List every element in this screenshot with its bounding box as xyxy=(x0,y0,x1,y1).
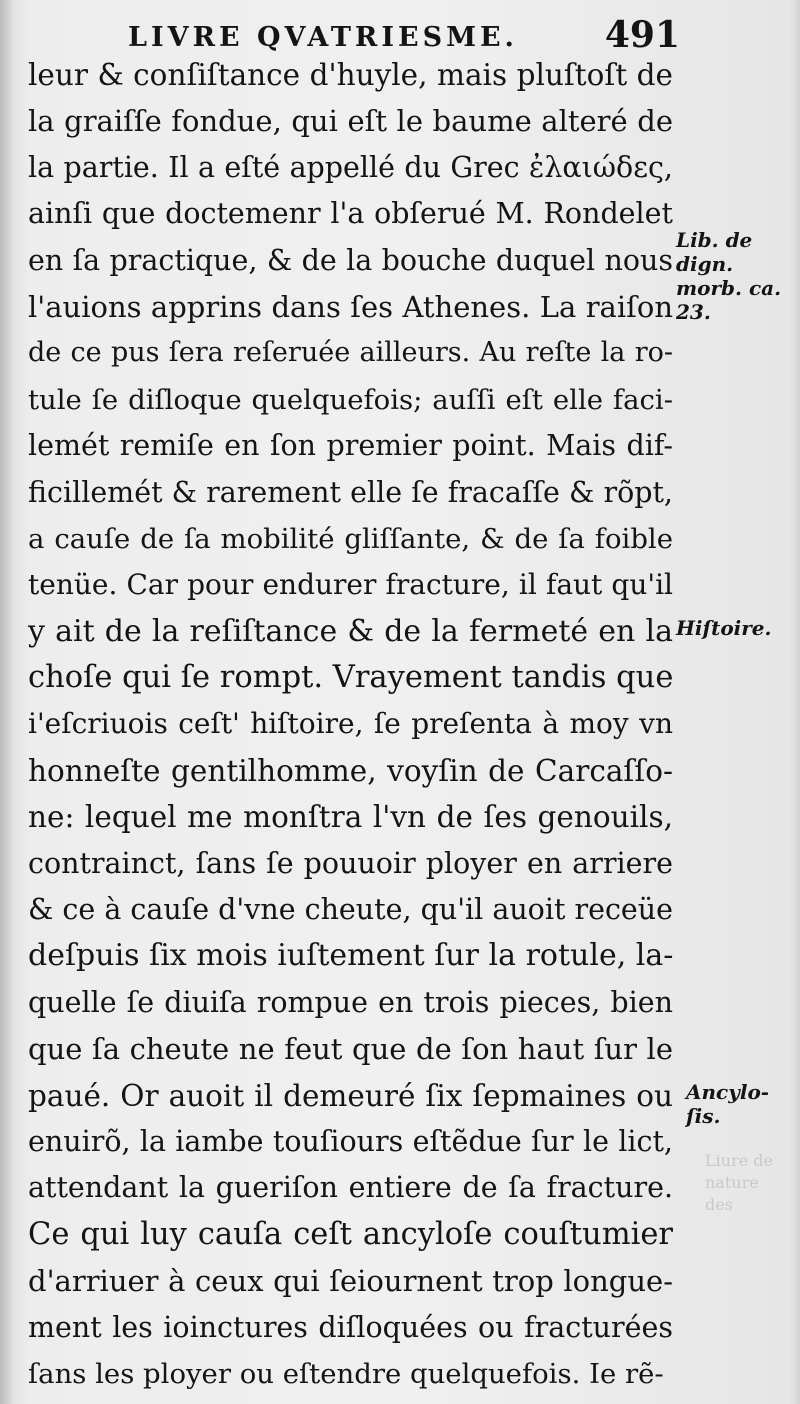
text-line: & ce à cauſe d'vne cheute, qu'il auoit receüe xyxy=(28,893,673,927)
margin-note-histoire: Hiſtoire. xyxy=(676,616,772,640)
text-line: honneſte gentilhomme, voyſin de Carcaſſo- xyxy=(28,753,673,788)
text-line: la graiſſe fondue, qui eſt le baume alteré de xyxy=(28,104,673,139)
text-line: ſans les ployer ou eſtendre quelquefois. Ie rẽ- xyxy=(28,1357,664,1390)
text-line: leur & conſiſtance d'huyle, mais pluſtoſt de xyxy=(28,58,673,92)
text-line: ficillemét & rarement elle ſe fracaſſe & rõpt, xyxy=(28,475,673,509)
bleed-through-text: Liure de nature des xyxy=(705,1151,773,1214)
text-line: que ſa cheute ne feut que de ſon haut ſur le xyxy=(28,1032,673,1067)
text-line: en ſa practique, & de la bouche duquel nous xyxy=(28,243,673,277)
text-line: contrainct, ſans ſe pouuoir ployer en arriere xyxy=(28,846,673,880)
text-line: paué. Or auoit il demeuré ſix ſepmaines ou xyxy=(28,1078,673,1113)
text-line: d'arriuer à ceux qui ſeiournent trop longue- xyxy=(28,1264,673,1299)
text-line: l'auions apprins dans ſes Athenes. La raiſon xyxy=(28,289,673,324)
text-line: i'eſcriuois ceſt' hiſtoire, ſe preſenta à moy vn xyxy=(28,707,673,741)
body-text xyxy=(28,52,673,1397)
text-line: attendant la gueriſon entiere de ſa fracture. xyxy=(28,1171,673,1205)
page-number: 491 xyxy=(604,14,680,56)
text-line: Ce qui luy cauſa ceſt ancyloſe couſtumier xyxy=(28,1216,673,1252)
text-line: y ait de la reſiſtance & de la fermeté en la xyxy=(28,613,673,649)
text-line: tule ſe diſloque quelquefois; auſſi eſt elle faci- xyxy=(28,383,673,416)
text-line: tenüe. Car pour endurer fracture, il faut qu'il xyxy=(28,568,673,602)
text-line: quelle ſe diuiſa rompue en trois pieces, bien xyxy=(28,985,673,1019)
text-line: deſpuis ſix mois iuſtement ſur la rotule, la- xyxy=(28,938,674,974)
margin-note-ancylosis: Ancylo- ſis. xyxy=(686,1080,770,1128)
running-title: LIVRE QVATRIESME. xyxy=(128,22,518,53)
page-header xyxy=(120,14,680,54)
text-line: enuirõ, la iambe touſiours eſtẽdue ſur le lict, xyxy=(28,1124,673,1158)
text-line: ment les ioinctures diſloquées ou fracturées xyxy=(28,1310,673,1344)
text-line: lemét remiſe en ſon premier point. Mais dif- xyxy=(28,429,673,463)
page-gutter-shadow xyxy=(0,0,14,1404)
text-line: ainſi que doctemenr l'a obſerué M. Rondelet xyxy=(28,197,673,231)
text-line: choſe qui ſe rompt. Vrayement tandis que xyxy=(28,660,674,696)
text-line: a cauſe de ſa mobilité gliſſante, & de ſa foible xyxy=(28,522,673,555)
text-line: ne: lequel me monſtra l'vn de ſes genouils, xyxy=(28,800,673,835)
text-line: la partie. Il a eſté appellé du Grec ἐλαιώδες, xyxy=(28,150,673,184)
text-line: de ce pus ſera reſeruée ailleurs. Au reſte la ro- xyxy=(28,337,673,369)
margin-note-reference: Lib. de dign. morb. ca. 23. xyxy=(676,228,782,324)
